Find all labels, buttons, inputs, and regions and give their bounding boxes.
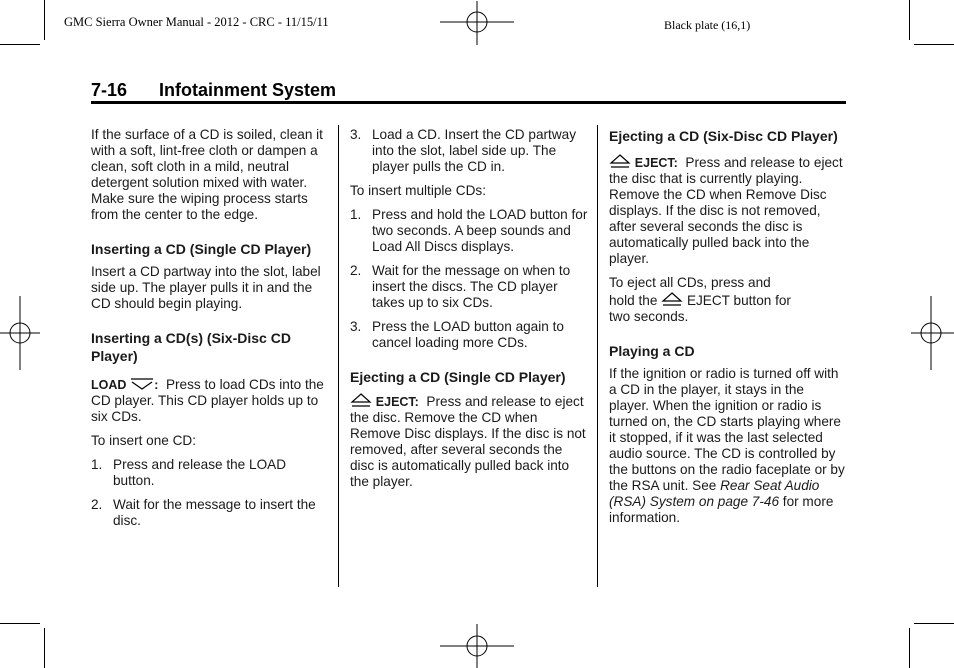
crop-mark	[44, 0, 45, 40]
cd-cleaning-text: If the surface of a CD is soiled, clean it with a soft, lint-free cloth or dampen a clean, soft cloth in a mild, neutral detergent solution mixed with water. Make sure the wiping process starts from the center to the edge.	[91, 127, 323, 222]
crop-mark	[909, 628, 910, 668]
crop-mark	[914, 44, 954, 45]
column-divider	[597, 125, 598, 587]
registration-mark-top	[440, 1, 514, 45]
page-number: 7-16	[91, 80, 128, 100]
crop-mark	[914, 623, 954, 624]
eject-single-paragraph	[350, 392, 588, 490]
eject-six-text: to eject the disc that is currently playing. Remove the CD when Remove Disc displays. If the disc is not removed, after several seconds the disc is automatically pulled back into the player.	[609, 155, 843, 266]
list-item: 1. Press and release the LOAD button.	[91, 457, 287, 488]
heading-rule	[91, 101, 846, 104]
load-label: LOAD	[91, 378, 127, 392]
registration-mark-left	[0, 296, 40, 370]
column-3	[609, 127, 845, 534]
crop-mark	[0, 44, 40, 45]
eject-single-text: Press and release to eject the disc. Remove the CD when Remove Disc displays. If the disc is not removed, after several seconds the disc is automatically pulled back into the player.	[350, 394, 586, 489]
crop-mark	[909, 0, 910, 40]
insert-one-intro: To insert one CD:	[91, 433, 197, 448]
playing-paragraph: If the ignition or radio is turned off with a CD in the player, it stays in the player. When the ignition or radio is turned on, the CD starts playing where it stopped, if it was the last selected audio source. The CD is controlled by the buttons on the radio faceplate or by the RSA unit. See Rear Seat Audio (RSA) System on page 7-46 for more information.	[609, 366, 845, 525]
eject-label: EJECT:	[375, 395, 419, 409]
load-colon: :	[154, 378, 159, 392]
eject-label: EJECT:	[634, 156, 678, 170]
load-paragraph	[91, 377, 327, 425]
heading-playing: Playing a CD	[609, 343, 695, 359]
section-title: Infotainment System	[159, 80, 337, 100]
registration-mark-right	[911, 296, 954, 370]
heading-insert-single: Inserting a CD (Single CD Player)	[91, 241, 312, 257]
plate-label: Black plate (16,1)	[664, 18, 751, 32]
heading-eject-single: Ejecting a CD (Single CD Player)	[350, 369, 566, 385]
load-icon	[130, 377, 154, 391]
list-item: 2. Wait for the message on when to insert the discs. The CD player takes up to six CDs.	[350, 263, 571, 310]
eject-six-paragraph	[609, 153, 845, 267]
registration-mark-bottom	[440, 624, 514, 668]
eject-icon	[661, 291, 683, 307]
insert-single-text: Insert a CD partway into the slot, label side up. The player pulls it in and the CD should begin playing.	[91, 264, 321, 311]
page-title	[91, 80, 336, 101]
heading-insert-six: Inserting a CD(s) (Six-Disc CD Player)	[91, 330, 291, 364]
list-item: 2. Wait for the message to insert the disc.	[91, 497, 316, 528]
eject-all-paragraph: To eject all CDs, press and hold the EJECT button for two seconds.	[609, 275, 791, 324]
rsa-reference-link[interactable]: Rear Seat Audio (RSA) System on page 7-46	[609, 478, 820, 509]
eject-six-text-start: Press and release	[685, 155, 795, 170]
list-item: 1. Press and hold the LOAD button for two seconds. A beep sounds and Load All Discs displays.	[350, 207, 588, 254]
insert-multi-intro: To insert multiple CDs:	[350, 183, 486, 198]
crop-mark	[0, 623, 40, 624]
list-item: 3. Load a CD. Insert the CD partway into the slot, label side up. The player pulls the CD in.	[350, 127, 576, 174]
list-item: 3. Press the LOAD button again to cancel loading more CDs.	[350, 319, 564, 350]
manual-title: GMC Sierra Owner Manual - 2012 - CRC - 11/15/11	[64, 15, 329, 29]
column-divider	[338, 125, 339, 587]
eject-icon	[609, 153, 631, 169]
column-2	[350, 127, 588, 498]
load-text: Press to load CDs into the CD player. This CD player holds up to six CDs.	[91, 377, 324, 424]
eject-icon	[350, 392, 372, 408]
crop-mark	[44, 628, 45, 668]
heading-eject-six: Ejecting a CD (Six-Disc CD Player)	[609, 128, 838, 144]
column-1	[91, 127, 327, 537]
